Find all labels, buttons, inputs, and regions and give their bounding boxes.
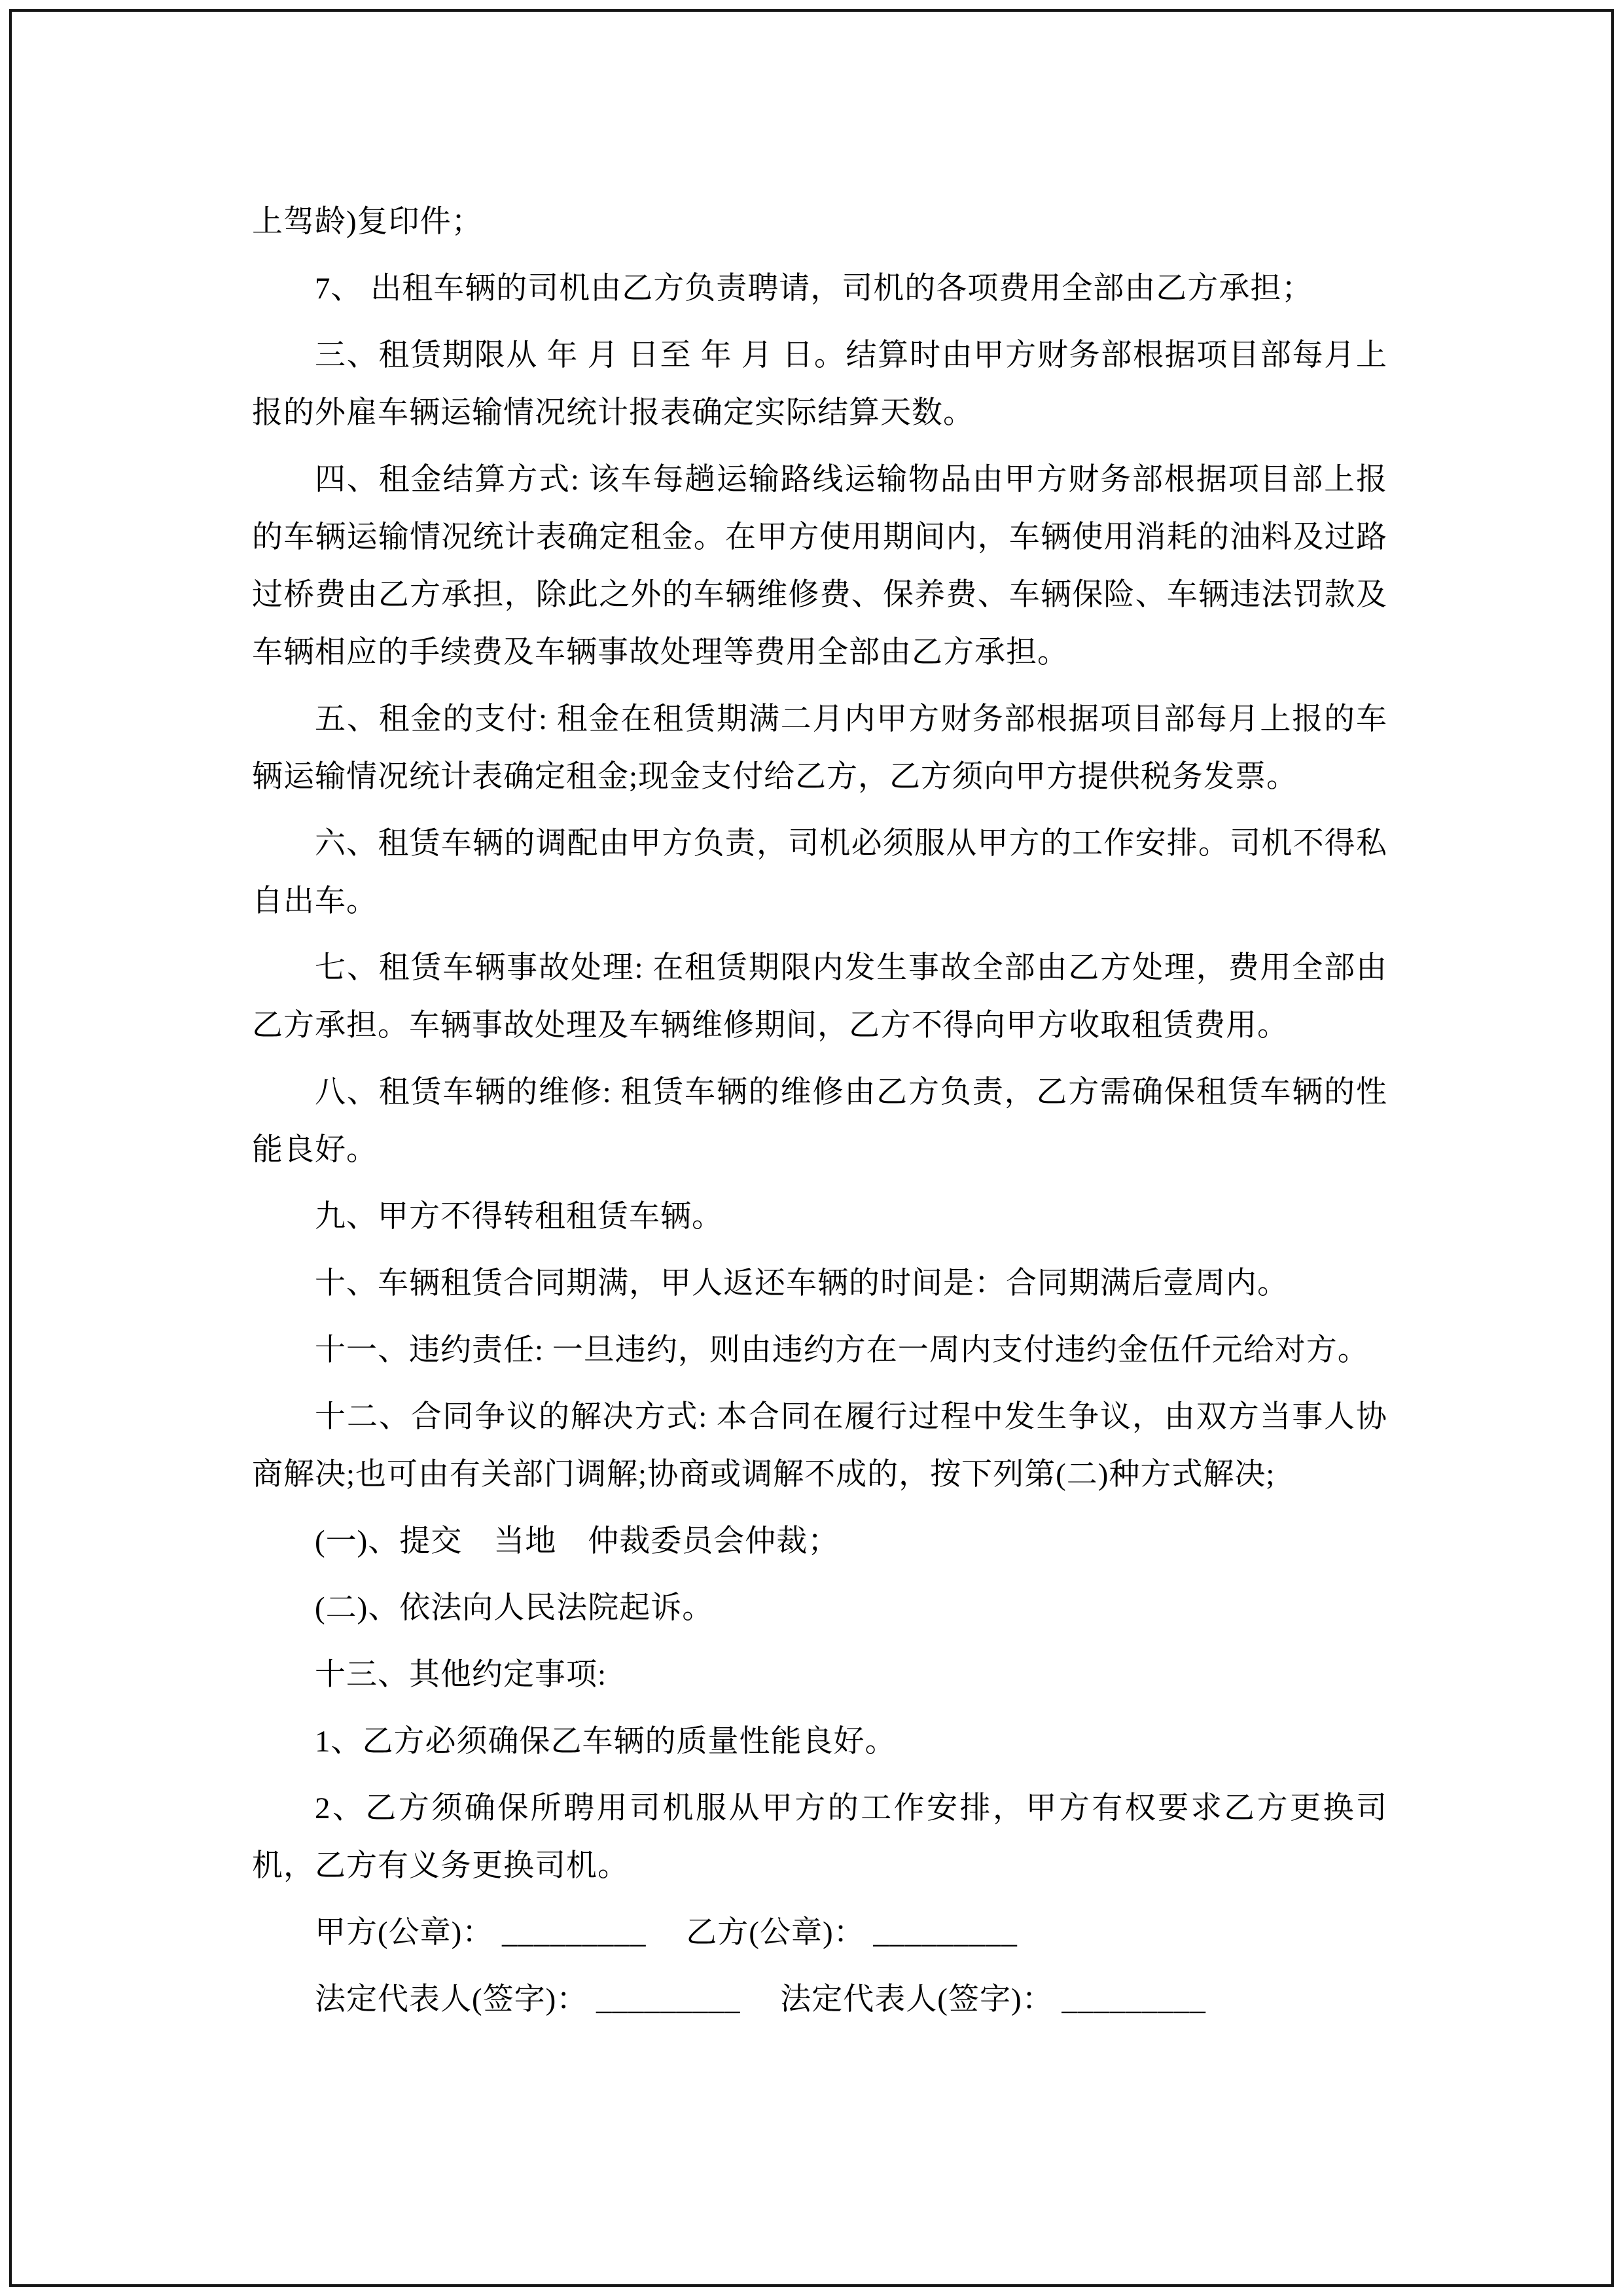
paragraph-clause-7: 7、 出租车辆的司机由乙方负责聘请，司机的各项费用全部由乙方承担； [315, 272, 1313, 306]
paragraph-article-6: 六、租赁车辆的调配由甲方负责，司机必须服从甲方的工作安排。司机不得私自出车。 [252, 827, 1387, 918]
contract-body [252, 193, 1387, 2037]
paragraph-article-13: 十三、其他约定事项: [315, 1658, 607, 1692]
paragraph-article-10: 十、车辆租赁合同期满，甲人返还车辆的时间是：合同期满后壹周内。 [315, 1266, 1289, 1300]
paragraph-article-9: 九、甲方不得转租租赁车辆。 [315, 1200, 723, 1234]
paragraph-other-item-1: 1、乙方必须确保乙车辆的质量性能良好。 [315, 1725, 897, 1759]
paragraph-other-item-2: 2、乙方须确保所聘用司机服从甲方的工作安排，甲方有权要求乙方更换司机，乙方有义务更换司机。 [252, 1791, 1387, 1883]
signature-line-seals: 甲方(公章)： _________ 乙方(公章)： _________ [315, 1916, 1018, 1950]
paragraph-article-11: 十一、违约责任: 一旦违约，则由违约方在一周内支付违约金伍仟元给对方。 [315, 1333, 1369, 1367]
signature-line-representatives: 法定代表人(签字)： _________ 法定代表人(签字)： _________ [315, 1982, 1206, 2017]
paragraph-article-12: 十二、合同争议的解决方式: 本合同在履行过程中发生争议，由双方当事人协商解决;也可由有关部门调解;协商或调解不成的，按下列第(二)种方式解决; [252, 1400, 1387, 1492]
paragraph-article-7: 七、租赁车辆事故处理: 在租赁期限内发生事故全部由乙方处理，费用全部由乙方承担。车辆事故处理及车辆维修期间，乙方不得向甲方收取租赁费用。 [252, 951, 1387, 1043]
paragraph-article-8: 八、租赁车辆的维修: 租赁车辆的维修由乙方负责，乙方需确保租赁车辆的性能良好。 [252, 1075, 1387, 1167]
paragraph-article-4: 四、租金结算方式: 该车每趟运输路线运输物品由甲方财务部根据项目部上报的车辆运输情况统计表确定租金。在甲方使用期间内，车辆使用消耗的油料及过路过桥费由乙方承担，除此之外的车辆维修费、保养费、车辆保险、车辆违法罚款及车辆相应的手续费及车辆事故处理等费用全部由乙方承担。 [252, 463, 1387, 670]
paragraph-court-option: (二)、依法向人民法院起诉。 [315, 1591, 714, 1625]
paragraph-continuation: 上驾龄)复印件； [252, 205, 483, 239]
paragraph-article-3: 三、租赁期限从 年 月 日至 年 月 日。结算时由甲方财务部根据项目部每月上报的外雇车辆运输情况统计报表确定实际结算天数。 [252, 338, 1387, 430]
paragraph-arbitration-option: (一)、提交 当地 仲裁委员会仲裁； [315, 1524, 840, 1558]
paragraph-article-5: 五、租金的支付: 租金在租赁期满二月内甲方财务部根据项目部每月上报的车辆运输情况统计表确定租金;现金支付给乙方，乙方须向甲方提供税务发票。 [252, 702, 1387, 794]
